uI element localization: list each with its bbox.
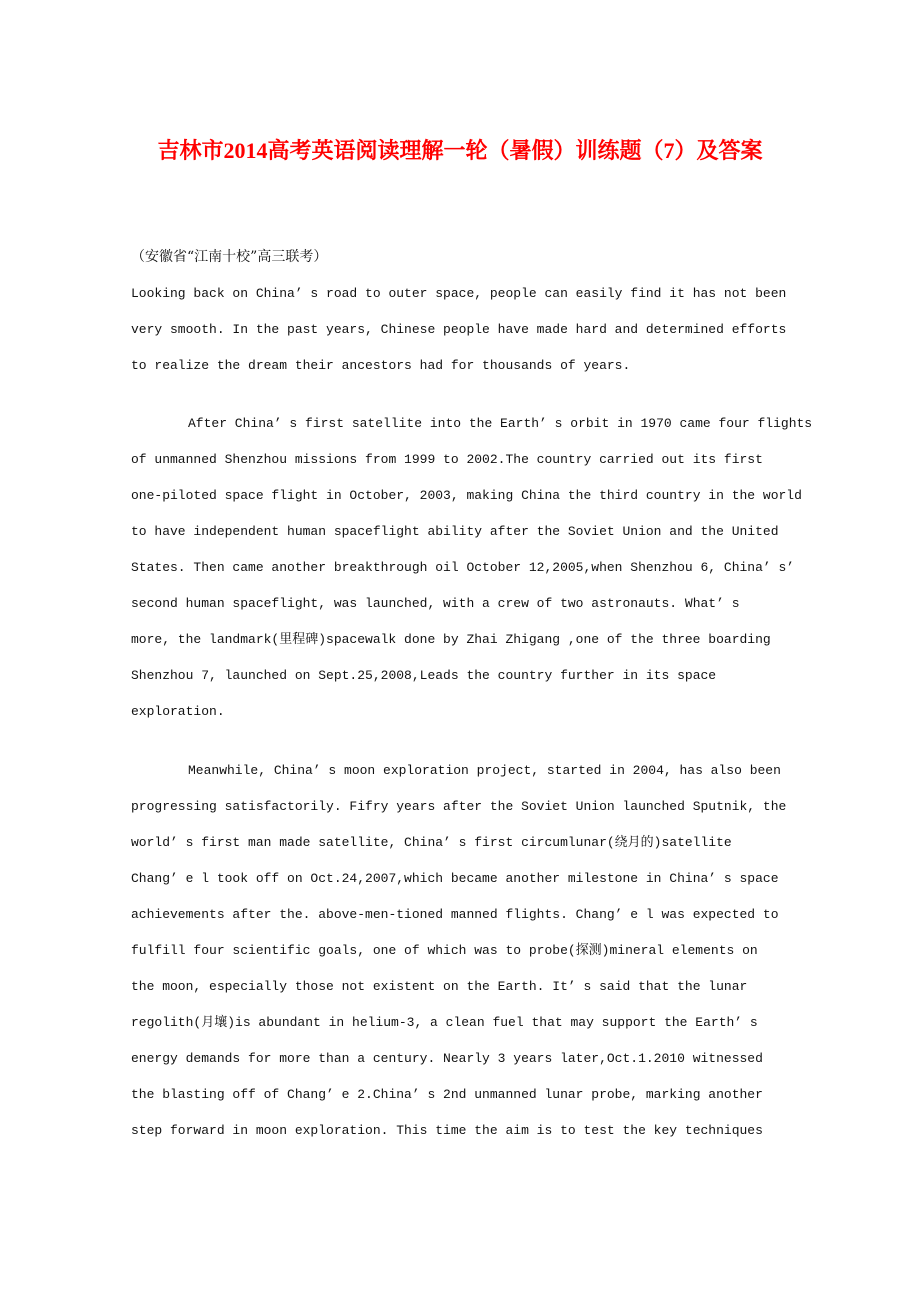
- text-line: progressing satisfactorily. Fifry years after the Soviet Union launched Sputnik, the: [131, 799, 787, 814]
- text-line: States. Then came another breakthrough oil October 12,2005,when Shenzhou 6, China’ s’: [131, 560, 795, 575]
- text-line: Looking back on China’ s road to outer space, people can easily find it has not been: [131, 286, 787, 301]
- text-line: exploration.: [131, 704, 225, 719]
- document-title: 吉林市2014高考英语阅读理解一轮（暑假）训练题（7）及答案: [157, 137, 763, 163]
- text-line: the blasting off of Chang’ e 2.China’ s 2nd unmanned lunar probe, marking another: [131, 1087, 763, 1102]
- text-line: to realize the dream their ancestors had for thousands of years.: [131, 358, 631, 373]
- text-line: After China’ s first satellite into the Earth’ s orbit in 1970 came four flights: [188, 416, 813, 431]
- text-line: second human spaceflight, was launched, with a crew of two astronauts. What’ s: [131, 596, 740, 611]
- text-line: regolith(月壤)is abundant in helium-3, a clean fuel that may support the Earth’ s: [131, 1015, 758, 1030]
- text-line: energy demands for more than a century. Nearly 3 years later,Oct.1.2010 witnessed: [131, 1051, 763, 1066]
- text-line: to have independent human spaceflight ability after the Soviet Union and the United: [131, 524, 779, 539]
- text-line: achievements after the. above-men-tioned manned flights. Chang’ e l was expected to: [131, 907, 779, 922]
- text-line: more, the landmark(里程碑)spacewalk done by Zhai Zhigang ,one of the three boarding: [131, 632, 771, 647]
- paragraph-3: [131, 753, 786, 1149]
- text-line: Chang’ e l took off on Oct.24,2007,which became another milestone in China’ s space: [131, 871, 779, 886]
- paragraph-2: [131, 406, 812, 730]
- paragraph-1: [131, 276, 786, 384]
- text-line: of unmanned Shenzhou missions from 1999 to 2002.The country carried out its first: [131, 452, 763, 467]
- text-line: step forward in moon exploration. This time the aim is to test the key techniques: [131, 1123, 763, 1138]
- source-note: （安徽省“江南十校”高三联考）: [131, 249, 328, 265]
- text-line: Meanwhile, China’ s moon exploration project, started in 2004, has also been: [188, 763, 781, 778]
- text-line: Shenzhou 7, launched on Sept.25,2008,Leads the country further in its space: [131, 668, 717, 683]
- text-line: fulfill four scientific goals, one of which was to probe(探测)mineral elements on: [131, 943, 758, 958]
- text-line: the moon, especially those not existent on the Earth. It’ s said that the lunar: [131, 979, 748, 994]
- text-line: world’ s first man made satellite, China’ s first circumlunar(绕月的)satellite: [131, 835, 732, 850]
- text-line: very smooth. In the past years, Chinese people have made hard and determined efforts: [131, 322, 787, 337]
- text-line: one-piloted space flight in October, 2003, making China the third country in the world: [131, 488, 802, 503]
